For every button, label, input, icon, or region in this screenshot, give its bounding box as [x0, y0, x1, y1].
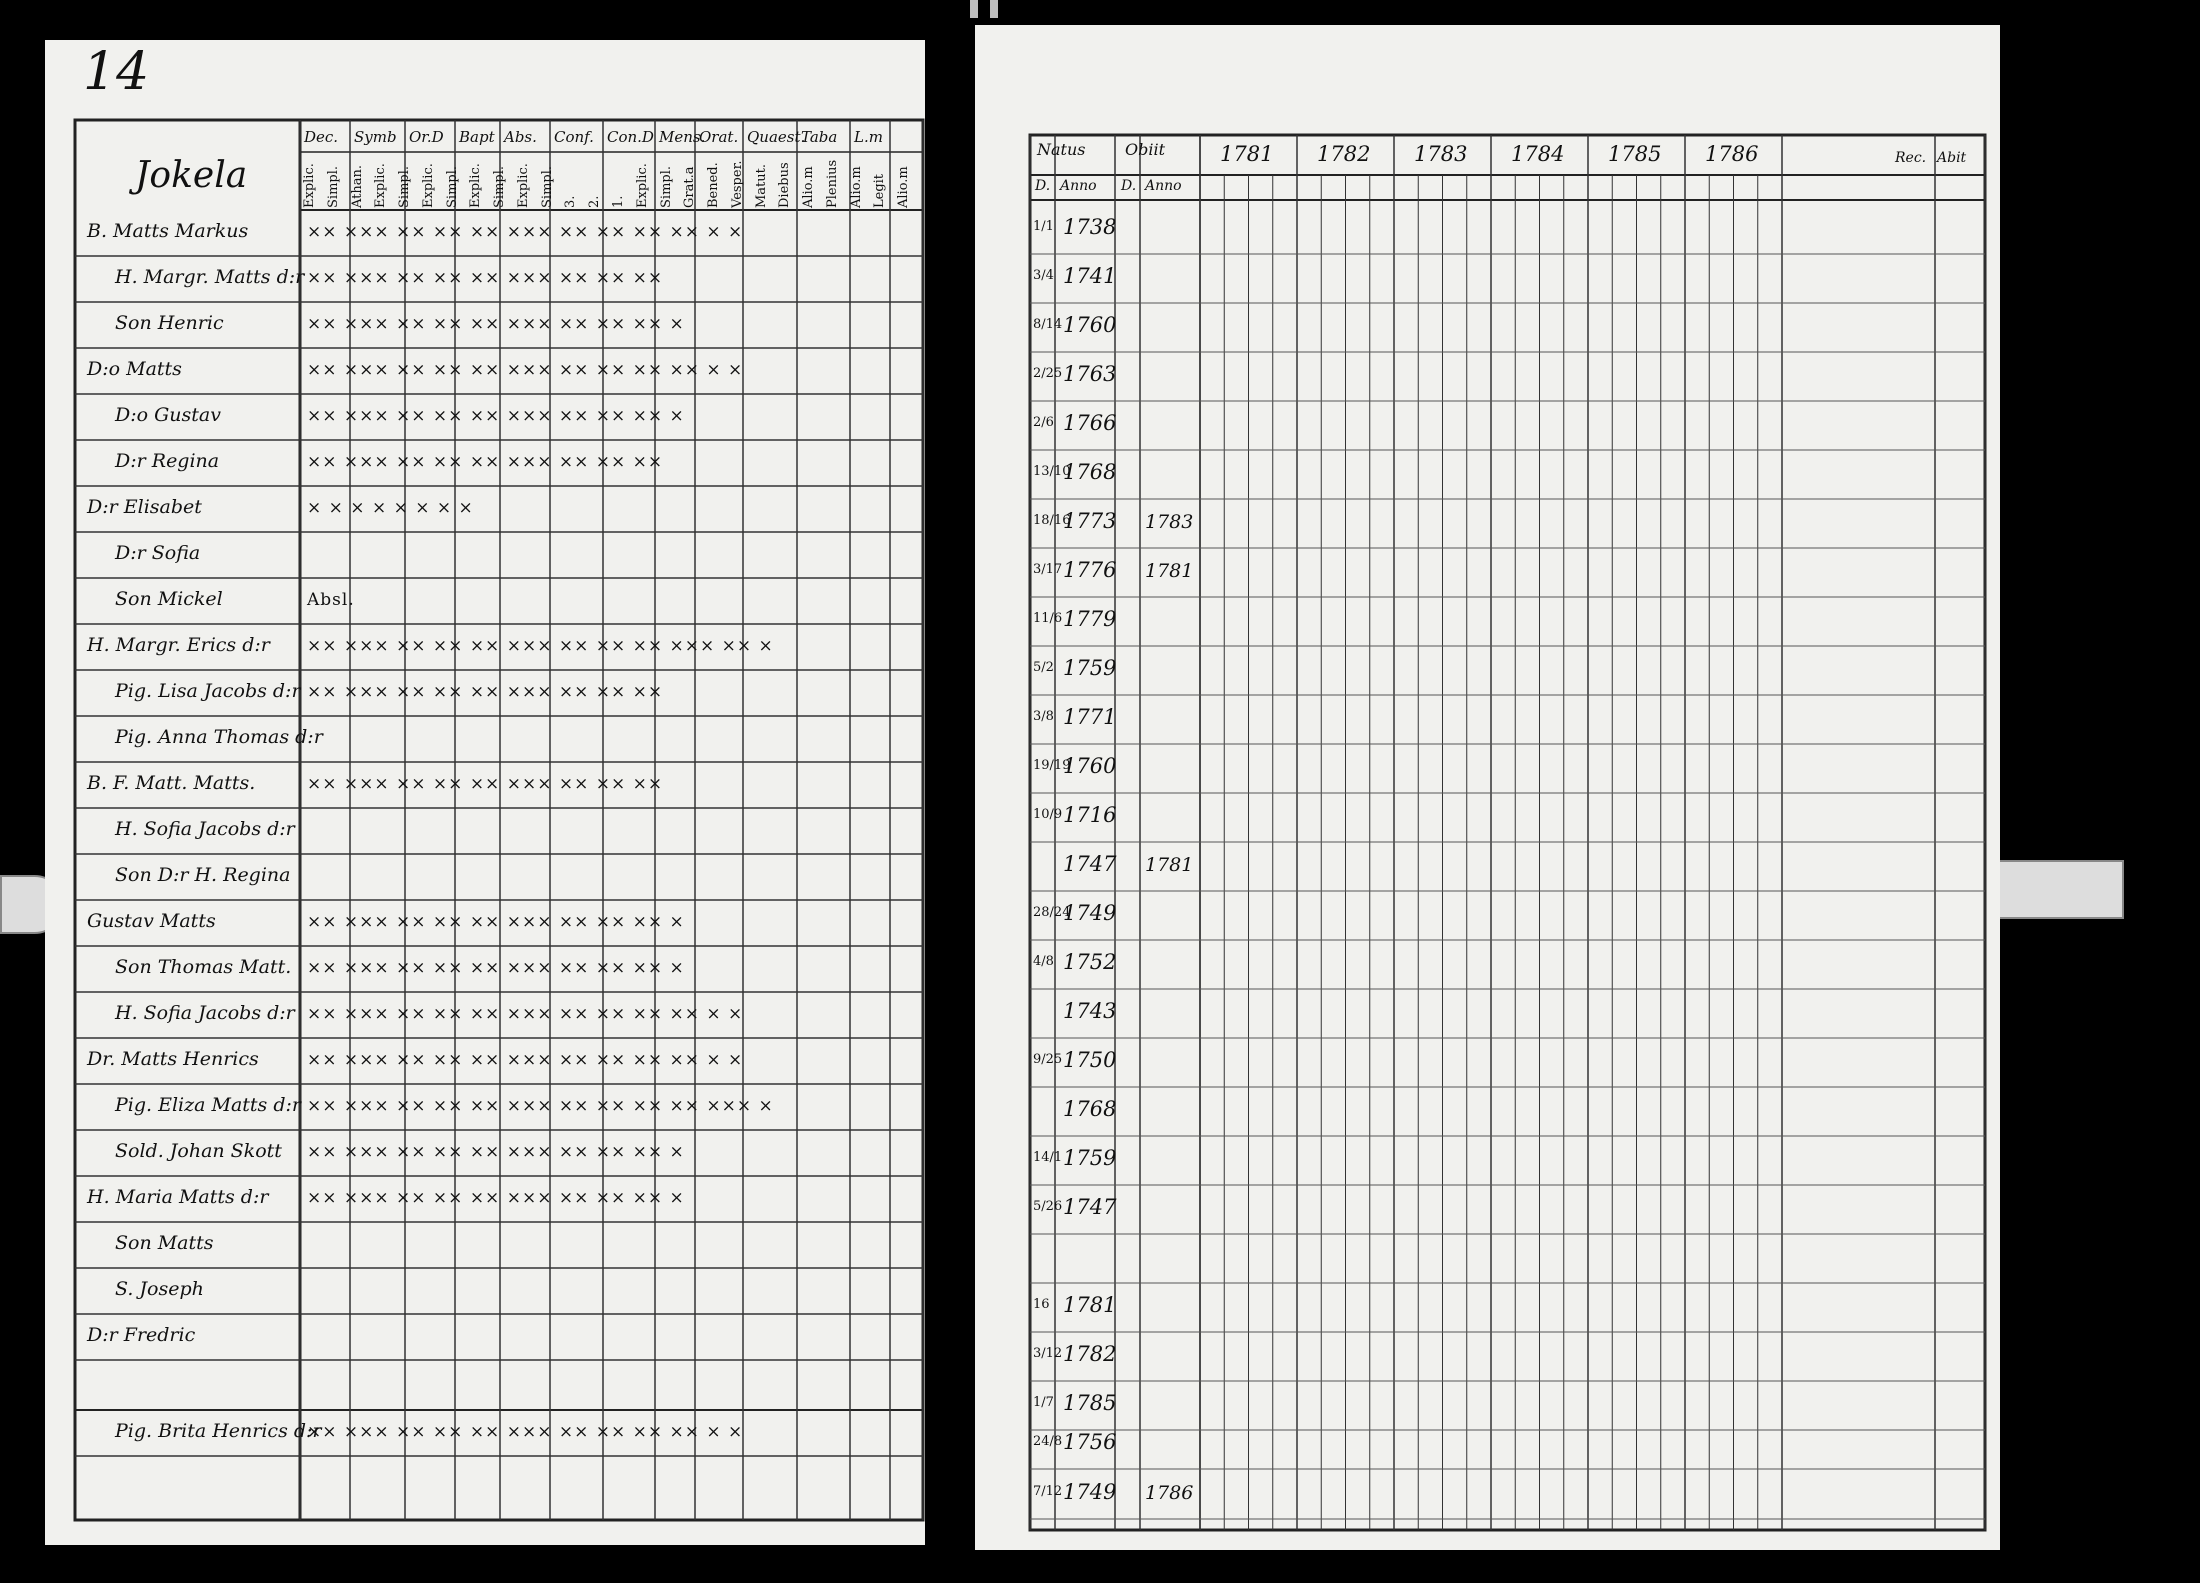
catechism-marks: ×× ××× ×× ×× ×× ××× ×× ×× ×× ×× × ×	[307, 360, 744, 380]
birth-day: 16	[1033, 1297, 1050, 1312]
birth-year: 1768	[1063, 460, 1117, 484]
birth-day: 5/26	[1033, 1199, 1063, 1214]
column-header: Bapt	[459, 128, 495, 146]
birth-year: 1749	[1063, 1480, 1117, 1504]
catechism-marks: ×× ××× ×× ×× ×× ××× ×× ×× ×× ××× ×× ×	[307, 636, 774, 656]
column-subheader: Simpl.	[397, 165, 412, 208]
column-subheader: Simpl.	[492, 165, 507, 208]
household-member-name: B. F. Matt. Matts.	[87, 772, 256, 794]
birth-year: 1738	[1063, 215, 1117, 239]
catechism-marks: ×× ××× ×× ×× ×× ××× ×× ×× ×× ×	[307, 912, 685, 932]
birth-year: 1785	[1063, 1391, 1117, 1415]
household-member-name: D:r Regina	[115, 450, 220, 472]
birth-day: 11/6	[1033, 611, 1063, 626]
household-member-name: S. Joseph	[115, 1278, 204, 1300]
birth-day: 8/14	[1033, 317, 1063, 332]
birth-day: 9/25	[1033, 1052, 1063, 1067]
abit-header: Abit	[1937, 150, 1967, 166]
column-subheader: Explic.	[635, 163, 650, 208]
column-header: Conf.	[554, 128, 594, 146]
column-subheader: 3.	[563, 195, 578, 208]
column-subheader: Athan.	[350, 164, 365, 208]
column-header: Or.D	[409, 128, 444, 146]
household-member-name: H. Margr. Erics d:r	[87, 634, 270, 656]
column-subheader: Explic.	[421, 163, 436, 208]
birth-year: 1768	[1063, 1097, 1117, 1121]
catechism-marks: ×× ××× ×× ×× ×× ××× ×× ×× ×× ×	[307, 958, 685, 978]
column-subheader: Simpl.	[326, 165, 341, 208]
birth-year: 1759	[1063, 1146, 1117, 1170]
column-subheader: Bened.	[706, 162, 721, 208]
column-subheader: Explic.	[302, 163, 317, 208]
catechism-marks: ×× ××× ×× ×× ×× ××× ×× ×× ×× ×× ××× ×	[307, 1096, 774, 1116]
death-year: 1781	[1145, 854, 1194, 876]
column-header: Abs.	[504, 128, 537, 146]
birth-day: 3/8	[1033, 709, 1054, 724]
household-member-name: Pig. Eliza Matts d:r	[115, 1094, 301, 1116]
catechism-marks: ×× ××× ×× ×× ×× ××× ×× ×× ×× ×	[307, 314, 685, 334]
birth-year: 1759	[1063, 656, 1117, 680]
birth-year: 1779	[1063, 607, 1117, 631]
birth-year: 1763	[1063, 362, 1117, 386]
obiit-header: Obiit	[1125, 140, 1166, 159]
year-header: 1786	[1705, 142, 1759, 166]
death-year: 1786	[1145, 1482, 1194, 1504]
catechism-marks: ×× ××× ×× ×× ×× ××× ×× ×× ×× ×× × ×	[307, 1422, 744, 1442]
birth-day: 24/8	[1033, 1434, 1063, 1449]
birth-day: 28/24	[1033, 905, 1071, 920]
right-page-ruling	[975, 25, 2000, 1550]
birth-day: 7/12	[1033, 1484, 1063, 1499]
death-year: 1783	[1145, 511, 1194, 533]
household-member-name: Pig. Anna Thomas d:r	[115, 726, 323, 748]
birth-day: 13/10	[1033, 464, 1071, 479]
birth-day: 4/8	[1033, 954, 1054, 969]
year-header: 1783	[1414, 142, 1468, 166]
birth-year: 1760	[1063, 313, 1117, 337]
household-member-name: H. Margr. Matts d:r	[115, 266, 305, 288]
birth-year: 1782	[1063, 1342, 1117, 1366]
household-member-name: Pig. Lisa Jacobs d:r	[115, 680, 301, 702]
catechism-marks: ×× ××× ×× ×× ×× ××× ×× ×× ×× ×	[307, 1188, 685, 1208]
farm-title: Jokela	[135, 155, 248, 196]
catechism-marks: × × × × × × × ×	[307, 498, 474, 518]
year-header: 1784	[1511, 142, 1565, 166]
column-subheader: Explic.	[373, 163, 388, 208]
column-header: Con.D	[607, 128, 654, 146]
column-subheader: 2.	[587, 195, 602, 208]
catechism-marks: ×× ××× ×× ×× ×× ××× ×× ×× ×× ×× × ×	[307, 1050, 744, 1070]
column-header: L.m	[854, 128, 883, 146]
household-member-name: Son Mickel	[115, 588, 223, 610]
right-page	[975, 25, 2000, 1550]
household-member-name: Son D:r H. Regina	[115, 864, 291, 886]
birth-day: 10/9	[1033, 807, 1063, 822]
rec-header: Rec.	[1895, 150, 1927, 166]
household-member-name: D:o Gustav	[115, 404, 221, 426]
year-header: 1782	[1317, 142, 1371, 166]
catechism-marks: Absl.	[307, 590, 355, 610]
column-subheader: Alio.m	[896, 166, 911, 208]
catechism-marks: ×× ××× ×× ×× ×× ××× ×× ×× ××	[307, 682, 664, 702]
household-member-name: D:r Sofia	[115, 542, 201, 564]
household-member-name: H. Maria Matts d:r	[87, 1186, 269, 1208]
household-member-name: Gustav Matts	[87, 910, 216, 932]
birth-day: 5/2	[1033, 660, 1054, 675]
column-subheader: Matut.	[754, 163, 769, 208]
binder-clip-top	[970, 0, 978, 18]
column-header: Mens.	[659, 128, 706, 146]
birth-day: 14/1	[1033, 1150, 1063, 1165]
household-member-name: Sold. Johan Skott	[115, 1140, 282, 1162]
column-subheader: Plenius	[825, 159, 840, 208]
birth-day: 3/17	[1033, 562, 1063, 577]
birth-day: 3/4	[1033, 268, 1054, 283]
death-year: 1781	[1145, 560, 1194, 582]
birth-day: 19/19	[1033, 758, 1071, 773]
catechism-marks: ×× ××× ×× ×× ×× ××× ×× ×× ××	[307, 268, 664, 288]
household-member-name: H. Sofia Jacobs d:r	[115, 1002, 295, 1024]
household-member-name: D:o Matts	[87, 358, 182, 380]
household-member-name: Dr. Matts Henrics	[87, 1048, 259, 1070]
birth-year: 1773	[1063, 509, 1117, 533]
year-header: 1785	[1608, 142, 1662, 166]
birth-day: 2/25	[1033, 366, 1063, 381]
birth-day: 18/16	[1033, 513, 1071, 528]
household-member-name: D:r Fredric	[87, 1324, 196, 1346]
birth-year: 1756	[1063, 1430, 1117, 1454]
birth-year: 1760	[1063, 754, 1117, 778]
column-header: Symb	[354, 128, 397, 146]
catechism-marks: ×× ××× ×× ×× ×× ××× ×× ×× ×× ×	[307, 406, 685, 426]
household-member-name: B. Matts Markus	[87, 220, 249, 242]
catechism-marks: ×× ××× ×× ×× ×× ××× ×× ×× ×× ×× × ×	[307, 1004, 744, 1024]
column-subheader: Diebus	[777, 162, 792, 208]
column-header: Orat.	[699, 128, 739, 146]
column-subheader: Legit	[872, 173, 887, 208]
birth-year: 1750	[1063, 1048, 1117, 1072]
birth-year: 1766	[1063, 411, 1117, 435]
household-member-name: D:r Elisabet	[87, 496, 202, 518]
page-number: 14	[83, 42, 150, 102]
birth-year: 1752	[1063, 950, 1117, 974]
birth-year: 1743	[1063, 999, 1117, 1023]
birth-year: 1776	[1063, 558, 1117, 582]
natus-header: Natus	[1037, 140, 1086, 159]
binder-clip-top-2	[990, 0, 998, 18]
column-subheader: Simpl.	[659, 165, 674, 208]
obiit-year-header: Anno	[1145, 178, 1182, 194]
household-member-name: Son Henric	[115, 312, 224, 334]
column-subheader: Explic.	[468, 163, 483, 208]
household-member-name: H. Sofia Jacobs d:r	[115, 818, 295, 840]
column-subheader: Grat.a	[682, 166, 697, 208]
birth-day: 1/7	[1033, 1395, 1054, 1410]
column-header: Quaest.	[747, 128, 806, 146]
birth-year: 1749	[1063, 901, 1117, 925]
column-header: Dec.	[304, 128, 339, 146]
birth-year: 1741	[1063, 264, 1117, 288]
birth-year: 1781	[1063, 1293, 1117, 1317]
birth-year: 1771	[1063, 705, 1117, 729]
natus-year-header: Anno	[1060, 178, 1097, 194]
column-subheader: Simpl.	[540, 165, 555, 208]
catechism-marks: ×× ××× ×× ×× ×× ××× ×× ×× ×× ×	[307, 1142, 685, 1162]
birth-year: 1747	[1063, 1195, 1117, 1219]
column-subheader: Simpl.	[445, 165, 460, 208]
birth-day: 1/1	[1033, 219, 1054, 234]
household-member-name: Son Matts	[115, 1232, 214, 1254]
household-member-name: Pig. Brita Henrics d:r	[115, 1420, 322, 1442]
left-page	[45, 40, 925, 1545]
birth-year: 1716	[1063, 803, 1117, 827]
column-subheader: Explic.	[516, 163, 531, 208]
column-subheader: Vesper.	[730, 160, 745, 208]
column-subheader: 1.	[611, 195, 626, 208]
catechism-marks: ×× ××× ×× ×× ×× ××× ×× ×× ××	[307, 774, 664, 794]
birth-year: 1747	[1063, 852, 1117, 876]
household-member-name: Son Thomas Matt.	[115, 956, 292, 978]
catechism-marks: ×× ××× ×× ×× ×× ××× ×× ×× ××	[307, 452, 664, 472]
column-subheader: Alio.m	[801, 166, 816, 208]
birth-day: 2/6	[1033, 415, 1054, 430]
natus-day-header: D.	[1035, 178, 1051, 194]
column-header: Taba	[801, 128, 838, 146]
catechism-marks: ×× ××× ×× ×× ×× ××× ×× ×× ×× ×× × ×	[307, 222, 744, 242]
obiit-day-header: D.	[1121, 178, 1137, 194]
year-header: 1781	[1220, 142, 1274, 166]
column-subheader: Alio.m	[849, 166, 864, 208]
birth-day: 3/12	[1033, 1346, 1063, 1361]
